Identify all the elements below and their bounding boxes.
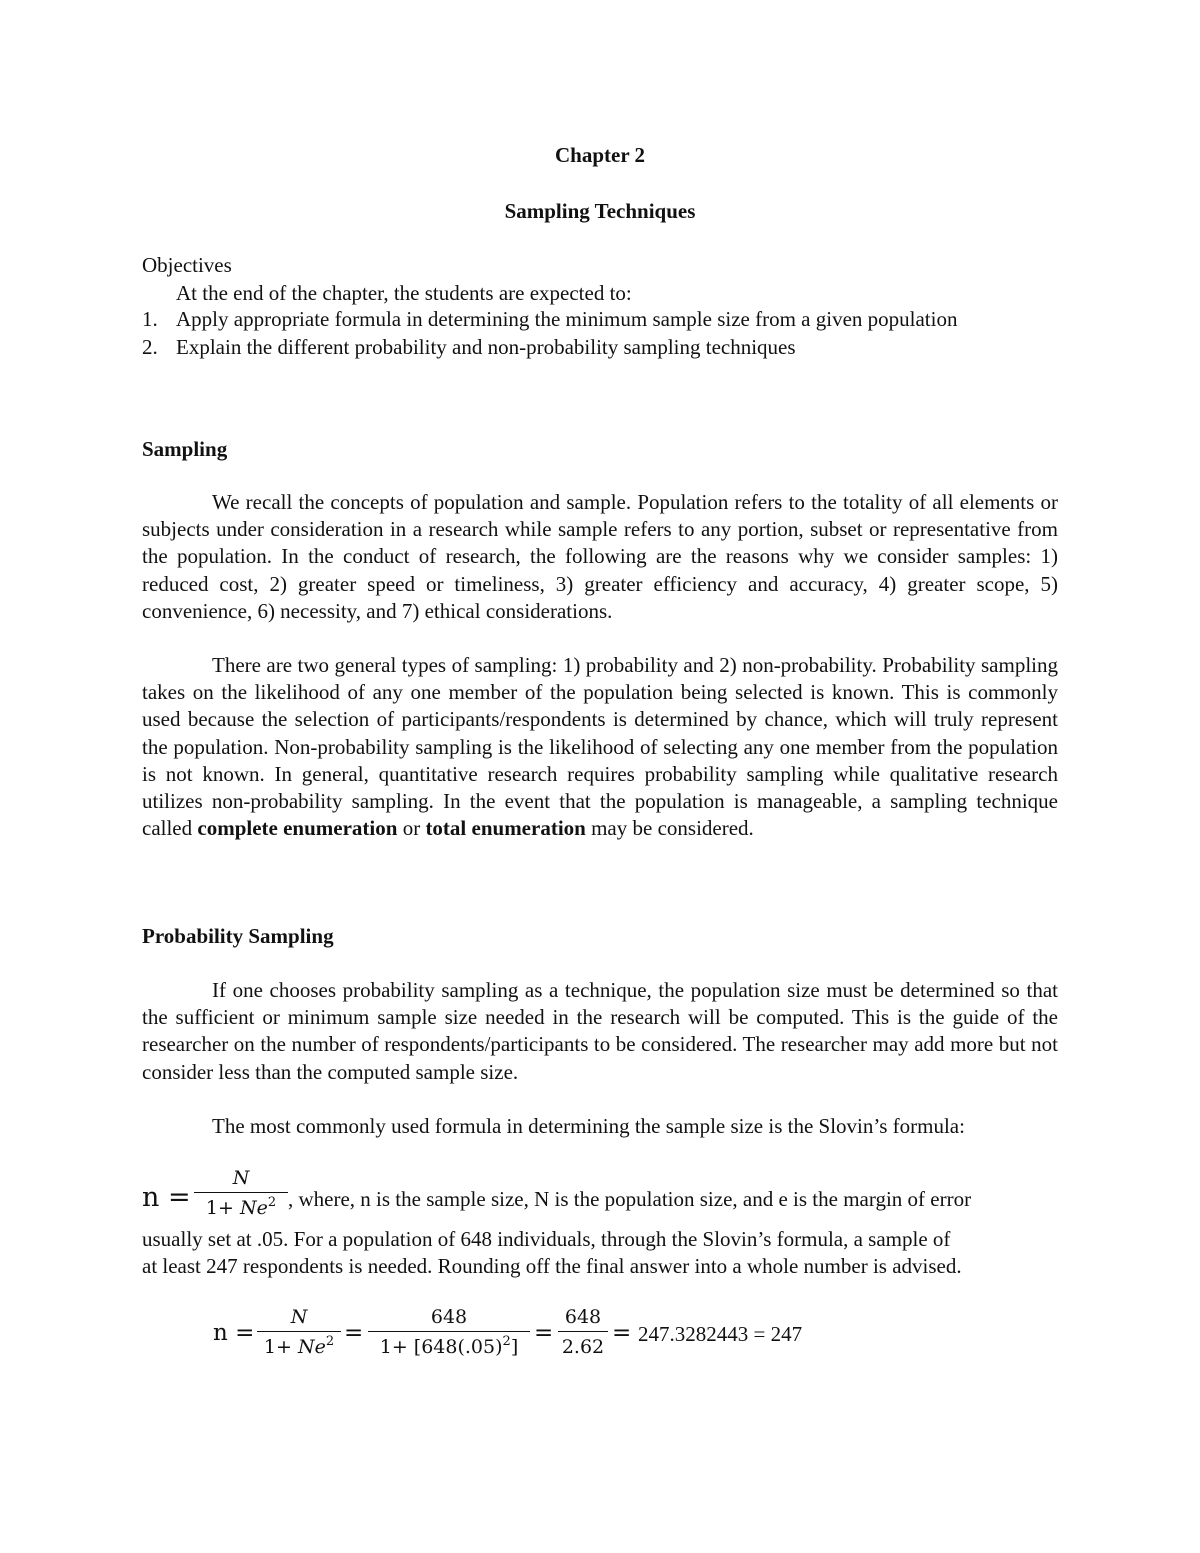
paragraph-text: may be considered. xyxy=(585,816,754,841)
objective-text: Apply appropriate formula in determining the minimum sample size from a given population xyxy=(176,307,958,331)
slovin-fraction xyxy=(194,1166,288,1220)
fraction-bar xyxy=(368,1331,530,1332)
paragraph-text: or xyxy=(397,816,426,841)
fraction-denominator: 2.62 xyxy=(561,1336,605,1358)
probability-paragraph-2: The most commonly used formula in determining the sample size is the Slovin’s formula: xyxy=(212,1114,965,1138)
example-result: 247.3282443 = 247 xyxy=(638,1322,803,1346)
objective-item xyxy=(0,335,1200,363)
paragraph-text: There are two general types of sampling: 1) probability and 2) non-probability. Probability sampling takes on the likelihood of any one member of the population being selected is known. This is commonly used because the selection of participants/respondents is determined by chance, which will truly represent the population. Non-probability sampling is the likelihood of selecting any one member from the population is not known. In general, quantitative research requires probability sampling while qualitative research utilizes non-probability sampling. In the event that the population is manageable, a sampling technique called xyxy=(142,653,1058,841)
denominator-close: ] xyxy=(510,1336,519,1358)
denominator-prefix: 1+ xyxy=(263,1336,298,1358)
objectives-intro: At the end of the chapter, the students are expected to: xyxy=(176,281,632,305)
objective-item xyxy=(0,307,1200,335)
example-fraction-2 xyxy=(368,1305,530,1359)
fraction-denominator xyxy=(194,1196,288,1220)
probability-paragraph-3-line-2: at least 247 respondents is needed. Rounding off the final answer into a whole number is advised. xyxy=(142,1254,962,1278)
example-fraction-1 xyxy=(257,1305,341,1359)
objective-number: 2. xyxy=(142,335,158,359)
section-title: Sampling Techniques xyxy=(504,199,696,223)
example-lhs: n = xyxy=(213,1320,255,1346)
denominator-text: 1+ [648(.05) xyxy=(379,1336,503,1358)
sampling-paragraph-1: We recall the concepts of population and sample. Population refers to the totality of all elements or subjects under consideration in a research while sample refers to any portion, subset or representative from the population. In the conduct of research, the following are the reasons why we consider samples: 1) reduced cost, 2) greater speed or timeliness, 3) greater efficiency and accuracy, 4) greater scope, 5) convenience, 6) necessity, and 7) ethical considerations. xyxy=(142,490,1058,623)
objectives-heading: Objectives xyxy=(142,253,232,277)
denominator-exponent: 2 xyxy=(325,1334,335,1349)
probability-paragraph-3-line-1: usually set at .05. For a population of 648 individuals, through the Slovin’s formula, a sample of xyxy=(142,1227,951,1251)
objective-number: 1. xyxy=(142,307,158,331)
sampling-paragraph-2 xyxy=(142,652,1058,842)
denominator-exponent: 2 xyxy=(502,1334,511,1349)
fraction-numerator: N xyxy=(290,1306,308,1328)
denominator-variable: Ne xyxy=(239,1197,268,1219)
equals-sign: = xyxy=(534,1320,554,1346)
fraction-numerator: 648 xyxy=(430,1306,468,1328)
equals-sign: = xyxy=(344,1320,364,1346)
formula-description: , where, n is the sample size, N is the population size, and e is the margin of error xyxy=(288,1187,972,1211)
probability-sampling-heading: Probability Sampling xyxy=(142,924,334,948)
fraction-denominator xyxy=(368,1335,530,1359)
bold-term-complete-enumeration: complete enumeration xyxy=(197,816,398,841)
chapter-title: Chapter 2 xyxy=(554,143,646,167)
bold-term-total-enumeration: total enumeration xyxy=(425,816,586,841)
probability-paragraph-1: If one chooses probability sampling as a technique, the population size must be determined so that the sufficient or minimum sample size needed in the research will be computed. This is the guide of the researcher on the number of respondents/participants to be considered. The researcher may add more but not consider less than the computed sample size. xyxy=(142,978,1058,1084)
fraction-bar xyxy=(558,1331,608,1332)
denominator-exponent: 2 xyxy=(267,1195,277,1210)
objective-text: Explain the different probability and non-probability sampling techniques xyxy=(176,335,796,359)
fraction-numerator: 648 xyxy=(564,1306,602,1328)
denominator-prefix: 1+ xyxy=(205,1197,240,1219)
example-fraction-3 xyxy=(558,1305,608,1359)
denominator-variable: Ne xyxy=(297,1336,326,1358)
fraction-bar xyxy=(194,1192,288,1193)
sampling-heading: Sampling xyxy=(142,437,228,461)
formula-lhs: n = xyxy=(142,1182,191,1213)
equals-sign: = xyxy=(612,1320,632,1346)
fraction-denominator xyxy=(257,1335,341,1359)
fraction-numerator: N xyxy=(232,1167,250,1189)
fraction-bar xyxy=(257,1331,341,1332)
